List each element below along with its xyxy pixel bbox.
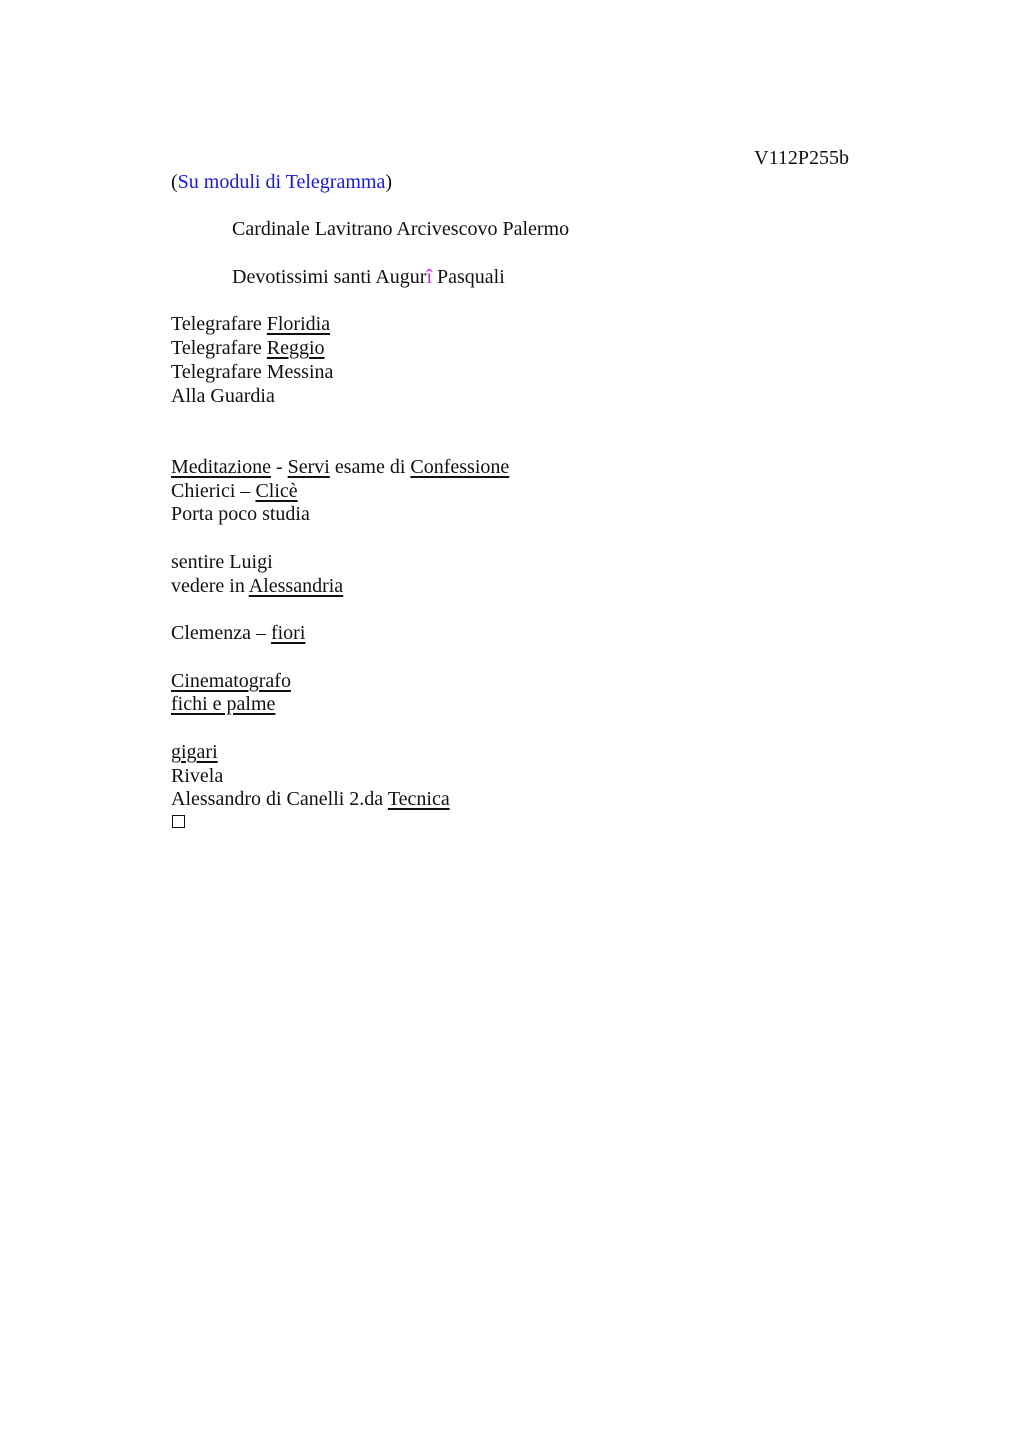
vedere-line	[171, 574, 343, 598]
telegraph-place: Floridia	[266, 313, 331, 335]
chierici-line	[171, 479, 298, 503]
telegraph-line-reggio	[171, 336, 325, 360]
greeting-before: Devotissimi santi Augur	[232, 266, 427, 288]
chierici-prefix: Chierici –	[171, 480, 256, 502]
clemenza-line	[171, 621, 305, 645]
confessione-word: Confessione	[410, 456, 510, 478]
meditazione-mid: esame di	[329, 456, 411, 478]
header-open-paren: (	[171, 171, 178, 193]
sentire-line: sentire Luigi	[171, 551, 273, 573]
vedere-prefix: vedere in	[171, 575, 249, 597]
greeting-accent: î	[426, 266, 433, 288]
telegraph-line-floridia	[171, 312, 330, 336]
recipient-line: Cardinale Lavitrano Arcivescovo Palermo	[232, 218, 570, 240]
tecnica-word: Tecnica	[387, 788, 450, 810]
greeting-after: Pasquali	[432, 266, 505, 288]
header-close-paren: )	[385, 171, 392, 193]
chierici-name: Clicè	[255, 480, 298, 502]
telegraph-place: Reggio	[266, 337, 325, 359]
meditazione-sep: -	[270, 456, 288, 478]
clemenza-prefix: Clemenza –	[171, 622, 271, 644]
alla-guardia-line: Alla Guardia	[171, 385, 275, 407]
cinematografo-line: Cinematografo	[171, 670, 291, 692]
clemenza-word: fiori	[270, 622, 306, 644]
telegraph-prefix: Telegrafare	[171, 313, 267, 335]
servi-word: Servi	[287, 456, 330, 478]
telegraph-line-messina: Telegrafare Messina	[171, 361, 334, 383]
header-label: Su moduli di Telegramma	[177, 171, 386, 193]
reference-code: V112P255b	[754, 147, 849, 169]
vedere-place: Alessandria	[248, 575, 344, 597]
fichi-line: fichi e palme	[171, 693, 276, 715]
alessandro-line	[171, 787, 450, 811]
alessandro-prefix: Alessandro di Canelli 2.da	[171, 788, 388, 810]
greeting-line	[232, 265, 505, 289]
empty-box-glyph	[172, 815, 185, 828]
rivela-line: Rivela	[171, 765, 224, 787]
meditazione-word: Meditazione	[171, 456, 271, 478]
gigari-line: gigari	[171, 741, 218, 763]
porta-line: Porta poco studia	[171, 503, 310, 525]
telegraph-prefix: Telegrafare	[171, 337, 267, 359]
meditazione-line	[171, 455, 509, 479]
header-note	[171, 170, 392, 194]
